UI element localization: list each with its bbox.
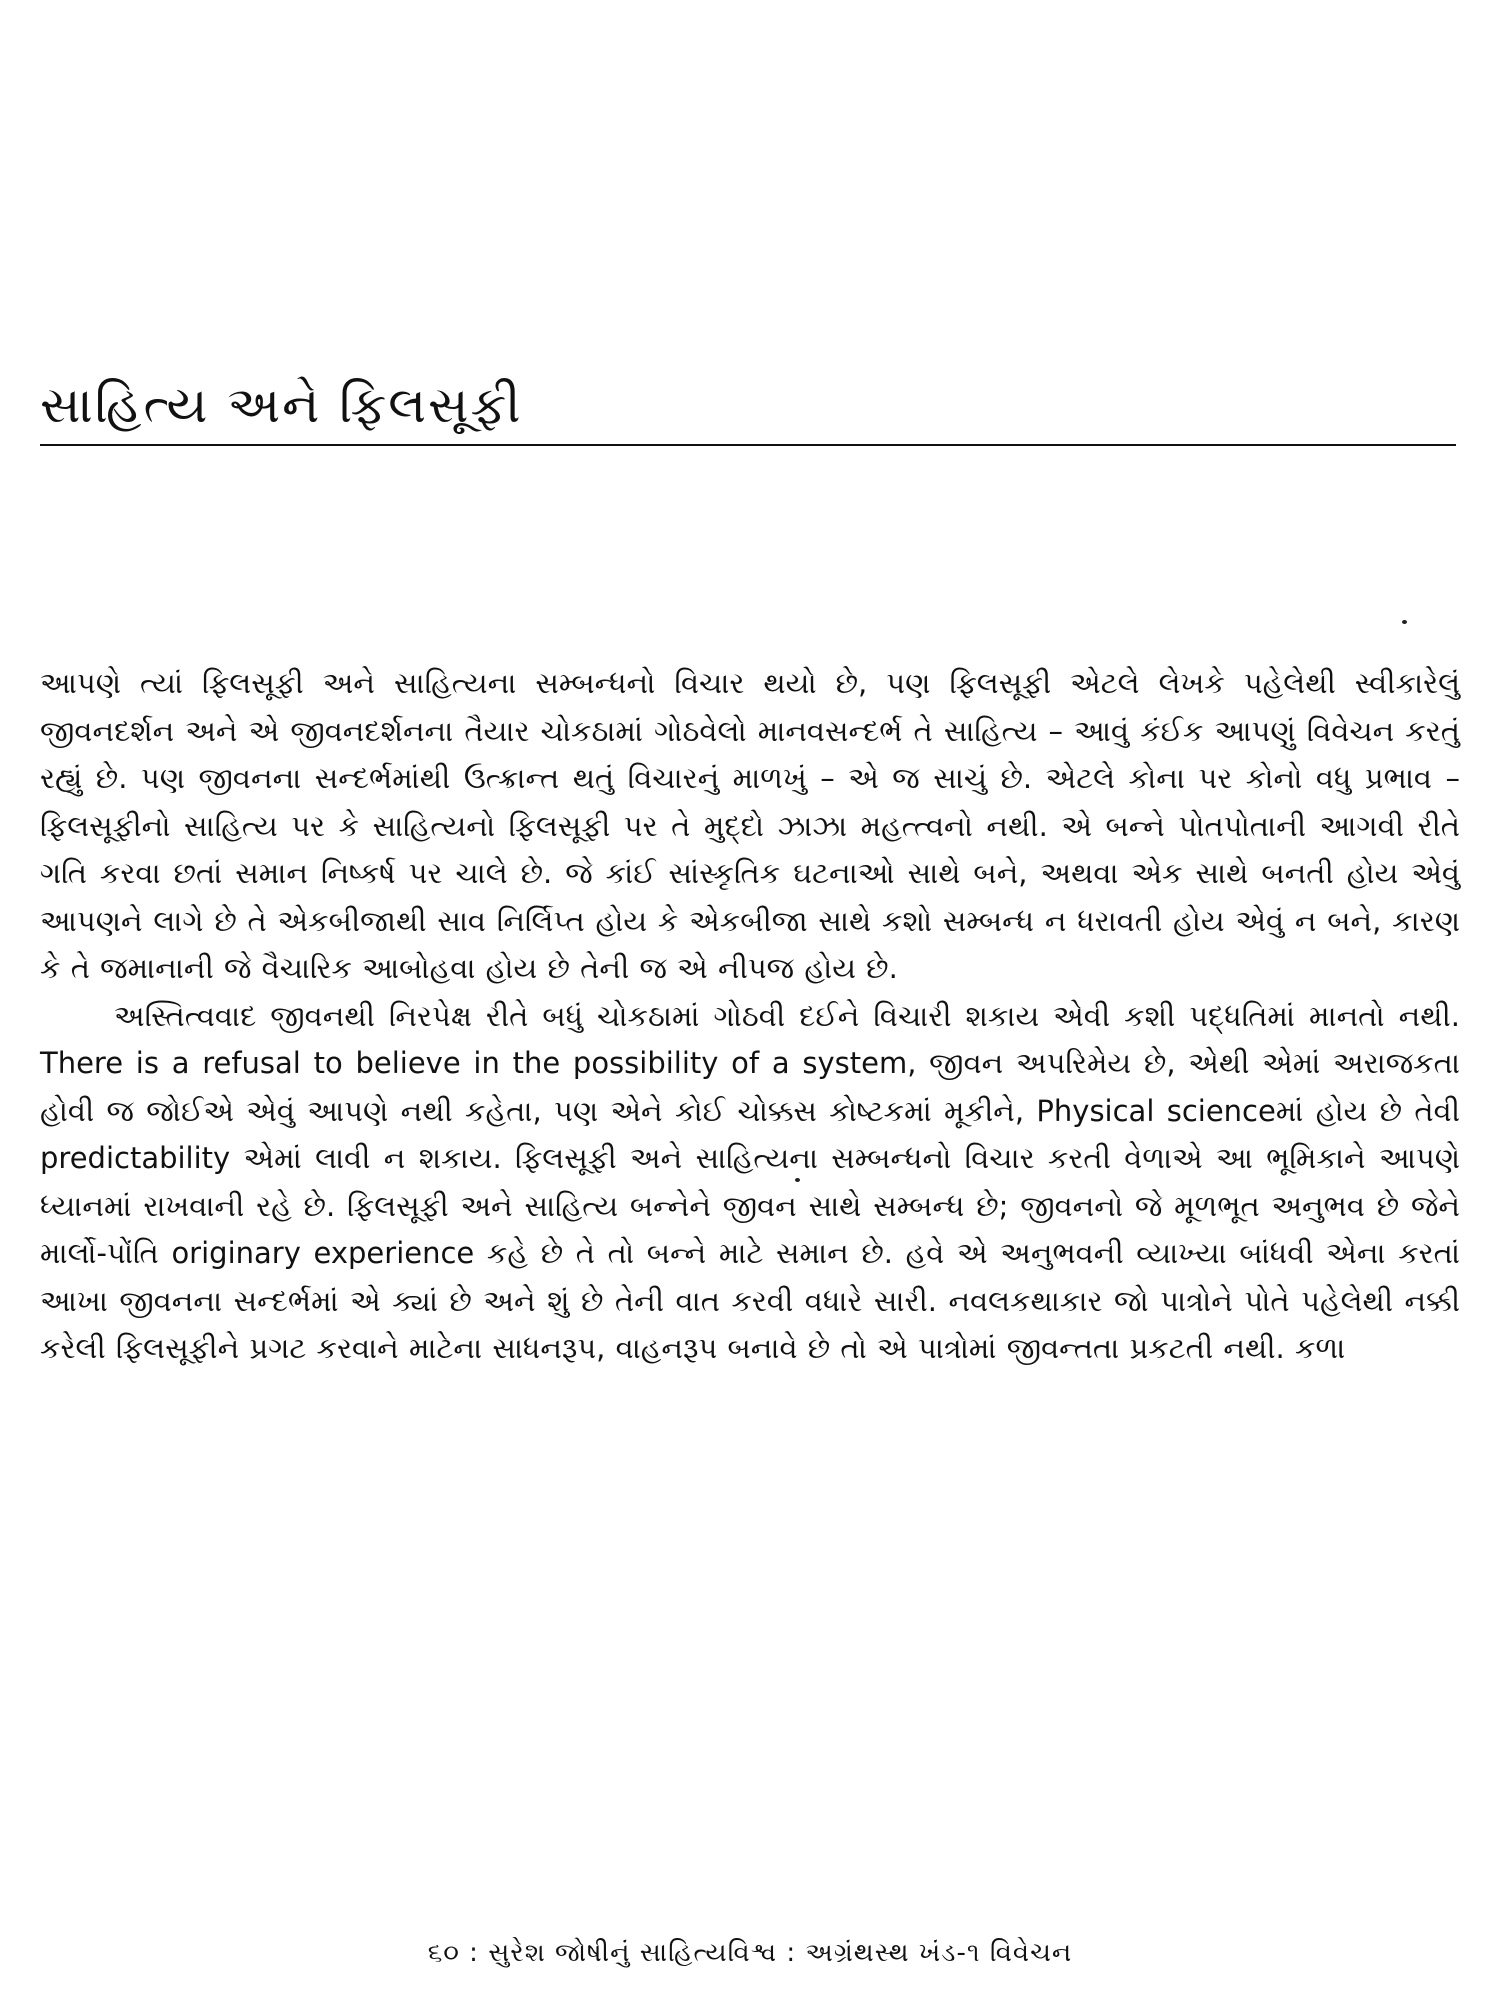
page-footer: ૬૦ : સુરેશ જોષીનું સાહિત્યવિશ્વ : અગ્રંથસ્થ ખંડ-૧ વિવેચન <box>427 1938 1073 1968</box>
paragraph-2: અસ્તિત્વવાદ જીવનથી નિરપેક્ષ રીતે બધું ચોકઠામાં ગોઠવી દઈને વિચારી શકાય એવી કશી પદ્ધતિમાં માનતો નથી. There is a refusal to believe in the possibility of a system, જીવન અપરિમેય છે, એથી એમાં અરાજકતા હોવી જ જોઈએ એવું આપણે નથી કહેતા, પણ એને કોઈ ચોક્કસ કોષ્ટકમાં મૂકીને, Physical scienceમાં હોય છે તેવી predictability એમાં લાવી ન શકાય. ફિલસૂફી અને સાહિત્યના સમ્બન્ધનો વિચાર કરતી વેળાએ આ ભૂમિકાને આપણે ધ્યાનમાં રાખવાની રહે છે. ફિલસૂફી અને સાહિત્ય બન્નેને જીવન સાથે સમ્બન્ધ છે; જીવનનો જે મૂળભૂત અનુભવ છે જેને માર્લો-પોંતિ originary experience કહે છે તે તો બન્ને માટે સમાન છે. હવે એ અનુભવની વ્યાખ્યા બાંધવી એના કરતાં આખા જીવનના સન્દર્ભમાં એ ક્યાં છે અને શું છે તેની વાત કરવી વધારે સારી. નવલકથાકાર જો પાત્રોને પોતે પહેલેથી નક્કી કરેલી ફિલસૂફીને પ્રગટ કરવાને માટેના સાધનરૂપ, વાહનરૂપ બનાવે છે તો એ પાત્રોમાં જીવન્તતા પ્રકટતી નથી. કળા <box>40 998 1460 1365</box>
scan-speck <box>1402 620 1407 624</box>
body-text <box>40 660 1460 1373</box>
title-underline <box>40 444 1456 446</box>
paragraph-1: આપણે ત્યાં ફિલસૂફી અને સાહિત્યના સમ્બન્ધનો વિચાર થયો છે, પણ ફિલસૂફી એટલે લેખકે પહેલેથી સ્વીકારેલું જીવનદર્શન અને એ જીવનદર્શનના તૈયાર ચોકઠામાં ગોઠવેલો માનવસન્દર્ભ તે સાહિત્ય – આવું કંઈક આપણું વિવેચન કરતું રહ્યું છે. પણ જીવનના સન્દર્ભમાંથી ઉત્ક્રાન્ત થતું વિચારનું માળખું – એ જ સાચું છે. એટલે કોના પર કોનો વધુ પ્રભાવ – ફિલસૂફીનો સાહિત્ય પર કે સાહિત્યનો ફિલસૂફી પર તે મુદ્દો ઝાઝા મહત્ત્વનો નથી. એ બન્ને પોતપોતાની આગવી રીતે ગતિ કરવા છતાં સમાન નિષ્કર્ષ પર ચાલે છે. જે કાંઈ સાંસ્કૃતિક ઘટનાઓ સાથે બને, અથવા એક સાથે બનતી હોય એવું આપણને લાગે છે તે એકબીજાથી સાવ નિર્લિપ્ત હોય કે એકબીજા સાથે કશો સમ્બન્ધ ન ધરાવતી હોય એવું ન બને, કારણ કે તે જમાનાની જે વૈચારિક આબોહવા હોય છે તેની જ એ નીપજ હોય છે. <box>40 666 1460 985</box>
page-title: સાહિત્ય અને ફિલસૂફી <box>40 376 523 434</box>
